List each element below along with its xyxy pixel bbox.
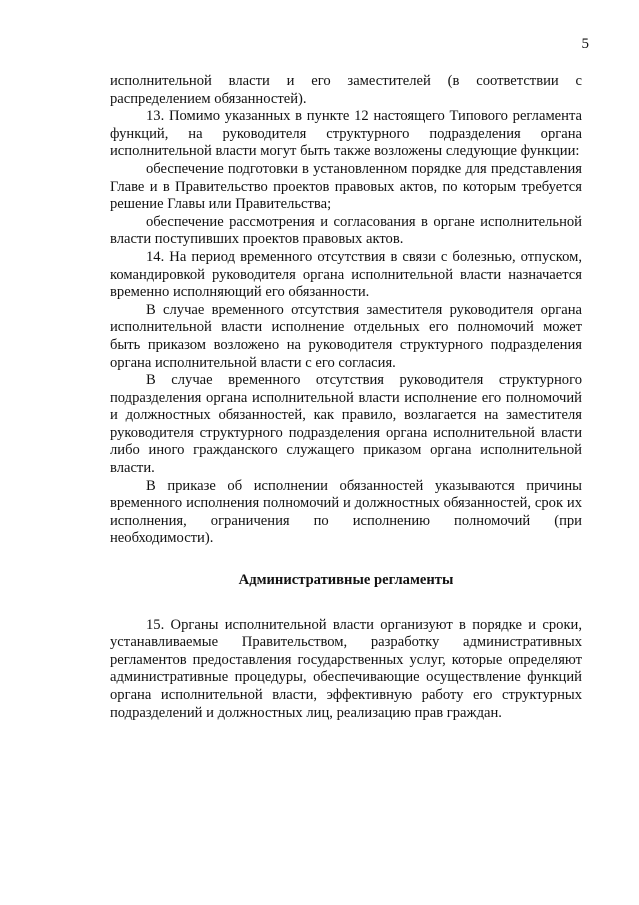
paragraph-item-13: 13. Помимо указанных в пункте 12 настоящего Типового регламента функций, на руководителя структурного подразделения органа исполнительной власти могут быть также возложены следующие функции:	[110, 108, 582, 160]
paragraph-function-review: обеспечение рассмотрения и согласования в органе исполнительной власти поступивших проектов правовых актов.	[110, 213, 582, 248]
paragraph-function-preparation: обеспечение подготовки в установленном порядке для представления Главе и в Правительство проектов правовых актов, по которым требуется решение Главы или Правительства;	[110, 160, 582, 213]
paragraph-continuation: исполнительной власти и его заместителей (в соответствии с распределением обязанностей).	[110, 73, 582, 107]
paragraph-item-15: 15. Органы исполнительной власти организуют в порядке и сроки, устанавливаемые Правительством, разработку административных регламентов предоставления государственных услуг, которые определяют административные процедуры, обеспечивающие осуществление функций органа исполнительной власти, эффективную работу его структурных подразделений и должностных лиц, реализацию прав граждан.	[110, 616, 582, 721]
document-body	[110, 73, 582, 722]
page-number: 5	[581, 36, 589, 52]
paragraph-item-14: 14. На период временного отсутствия в связи с болезнью, отпуском, командировкой руководителя органа исполнительной власти назначается временно исполняющий его обязанности.	[110, 248, 582, 301]
paragraph-order-details: В приказе об исполнении обязанностей указываются причины временного исполнения полномочий и должностных обязанностей, срок их исполнения, ограничения по исполнению полномочий (при необходимости).	[110, 477, 582, 547]
paragraph-deputy-absence: В случае временного отсутствия заместителя руководителя органа исполнительной власти исполнение отдельных его полномочий может быть приказом возложено на руководителя структурного подразделения органа исполнительной власти с его согласия.	[110, 301, 582, 371]
section-heading: Административные регламенты	[238, 572, 454, 589]
paragraph-division-head-absence: В случае временного отсутствия руководителя структурного подразделения органа исполнительной власти исполнение его полномочий и должностных обязанностей, как правило, возлагается на заместителя руководителя структурного подразделения органа исполнительной власти либо иного гражданского служащего приказом органа исполнительной власти.	[110, 372, 582, 477]
